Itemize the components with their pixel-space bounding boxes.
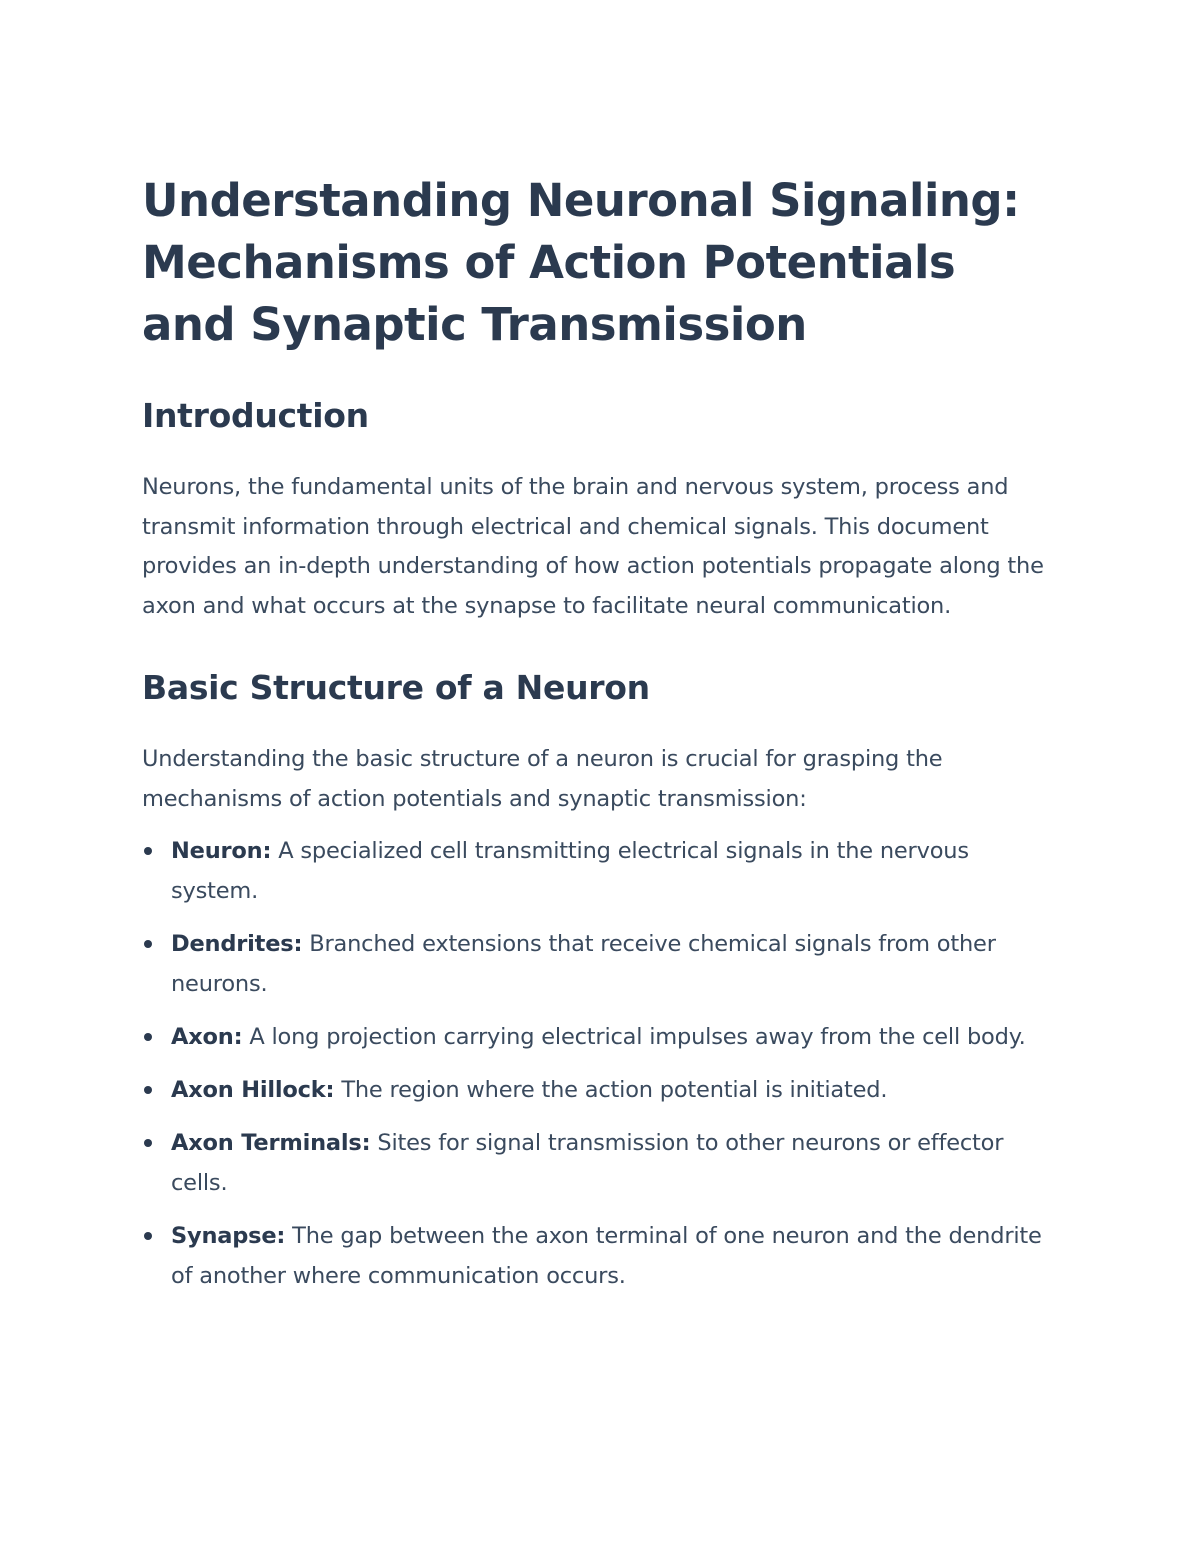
neuron-structure-paragraph: Understanding the basic structure of a neuron is crucial for grasping the mechanisms of action potentials and synaptic transmission: — [142, 746, 943, 812]
bullet-icon — [144, 847, 152, 855]
bullet-icon — [144, 940, 152, 948]
section-heading-neuron-structure: Basic Structure of a Neuron — [142, 668, 650, 707]
list-item-synapse — [142, 1216, 1052, 1296]
list-item-term: Axon Terminals: — [171, 1130, 371, 1156]
list-item-axon — [142, 1017, 1052, 1057]
list-item-neuron — [142, 831, 1052, 911]
bullet-icon — [144, 1086, 152, 1094]
introduction-paragraph: Neurons, the fundamental units of the brain and nervous system, process and transmit information through electrical and chemical signals. This document provides an in-depth understanding of how action potentials propagate along the axon and what occurs at the synapse to facilitate neural communication. — [142, 474, 1044, 619]
list-item-text: Sites for signal transmission to other neurons or effector cells. — [171, 1130, 1004, 1196]
neuron-structure-list — [142, 831, 1052, 1296]
list-item-term: Neuron: — [171, 838, 272, 864]
bullet-icon — [144, 1232, 152, 1240]
list-item-axon-terminals — [142, 1123, 1052, 1203]
document-title: Understanding Neuronal Signaling: Mechanisms of Action Potentials and Synaptic Transmission — [142, 174, 1020, 351]
list-item-term: Axon Hillock: — [171, 1077, 335, 1103]
list-item-axon-hillock — [142, 1070, 1052, 1110]
list-item-text: A long projection carrying electrical impulses away from the cell body. — [242, 1024, 1026, 1050]
list-item-term: Axon: — [171, 1024, 243, 1050]
bullet-icon — [144, 1033, 152, 1041]
list-item-text: The gap between the axon terminal of one neuron and the dendrite of another where communication occurs. — [171, 1223, 1042, 1289]
document-page — [142, 170, 1052, 1309]
list-item-term: Dendrites: — [171, 931, 303, 957]
list-item-text: The region where the action potential is initiated. — [334, 1077, 888, 1103]
bullet-icon — [144, 1139, 152, 1147]
list-item-dendrites — [142, 924, 1052, 1004]
list-item-term: Synapse: — [171, 1223, 286, 1249]
list-item-text: A specialized cell transmitting electrical signals in the nervous system. — [171, 838, 969, 904]
section-heading-introduction: Introduction — [142, 396, 369, 435]
list-item-text: Branched extensions that receive chemical signals from other neurons. — [171, 931, 996, 997]
